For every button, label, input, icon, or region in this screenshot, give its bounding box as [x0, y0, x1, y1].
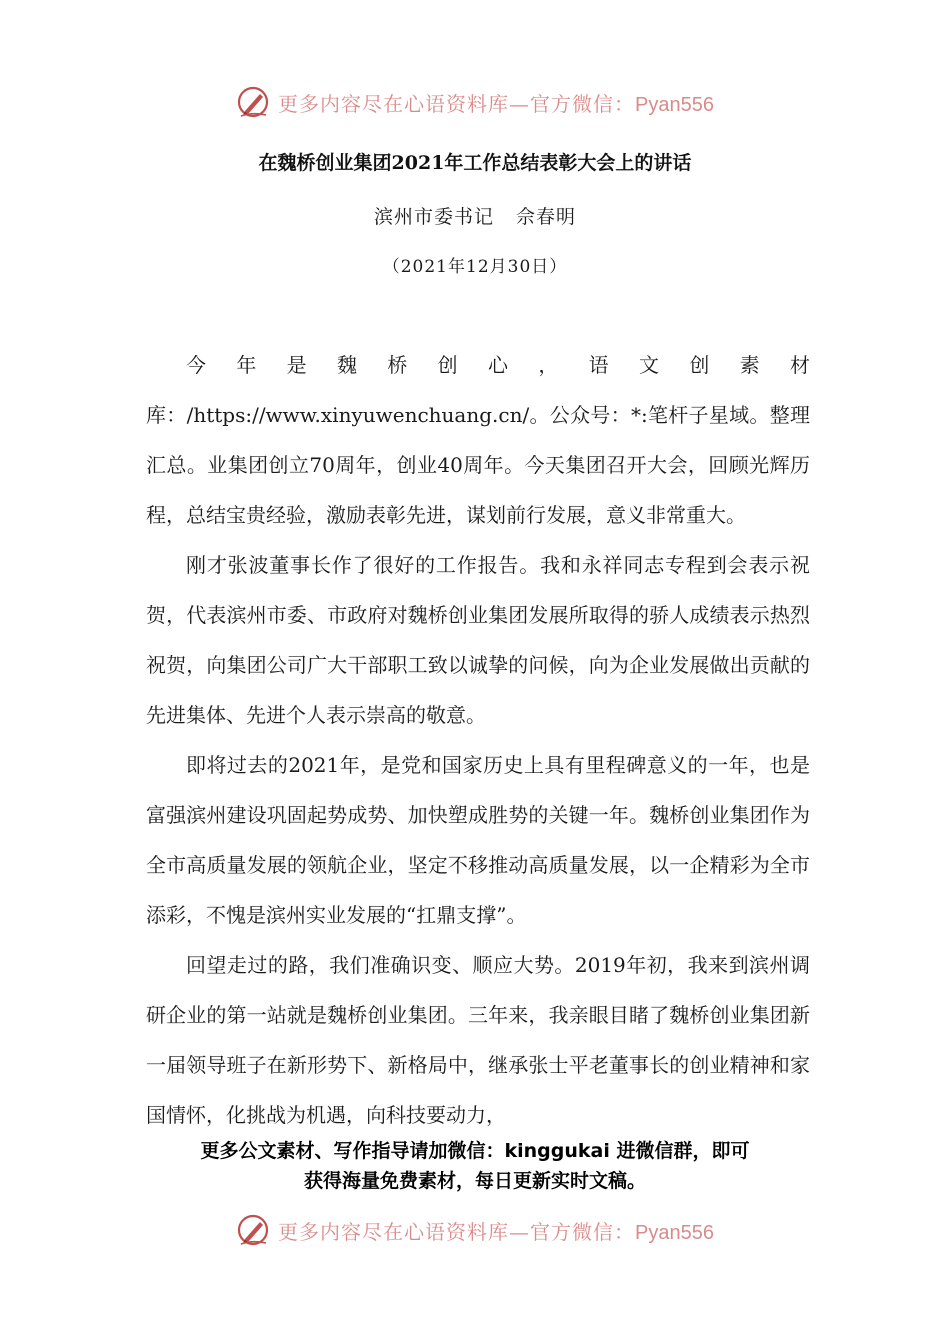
promo-line-2: 获得海量免费素材，每日更新实时文稿。: [303, 1170, 646, 1192]
author-role: 滨州市委书记: [373, 206, 494, 228]
watermark-wechat-id: Pyan556: [635, 1221, 714, 1244]
speech-date: （2021年12月30日）: [382, 257, 568, 277]
document-title: 在魏桥创业集团2021年工作总结表彰大会上的讲话: [258, 152, 692, 174]
watermark-text: 更多内容尽在心语资料库—官方微信：Pyan556: [278, 91, 714, 116]
speech-body: [146, 340, 810, 1140]
watermark-wechat-id: Pyan556: [635, 93, 714, 116]
pen-logo-icon: [236, 1213, 270, 1247]
paragraph: 刚才张波董事长作了很好的工作报告。我和永祥同志专程到会表示祝贺，代表滨州市委、市政府对魏桥创业集团发展所取得的骄人成绩表示热烈祝贺，向集团公司广大干部职工致以诚挚的问候，向为企业发展做出贡献的先进集体、先进个人表示崇高的敬意。: [146, 553, 810, 727]
watermark-footer: [0, 1210, 950, 1250]
paragraph: 今年是魏桥创心，语文创素材库：/https://www.xinyuwenchuang.cn/。公众号：*:笔杆子星域。整理汇总。业集团创立70周年，创业40周年。今天集团召开大会，回顾光辉历程，总结宝贵经验，激励表彰先进，谋划前行发展，意义非常重大。: [146, 353, 810, 527]
author-name: 佘春明: [516, 206, 577, 228]
author-line: [0, 202, 950, 229]
pen-logo-icon: [236, 85, 270, 119]
watermark-text: 更多内容尽在心语资料库—官方微信：Pyan556: [278, 1219, 714, 1244]
promo-notice: [0, 1136, 950, 1196]
paragraph: 即将过去的2021年，是党和国家历史上具有里程碑意义的一年，也是富强滨州建设巩固起势成势、加快塑成胜势的关键一年。魏桥创业集团作为全市高质量发展的领航企业，坚定不移推动高质量发展，以一企精彩为全市添彩，不愧是滨州实业发展的“扛鼎支撑”。: [146, 753, 810, 927]
promo-line-1: 更多公文素材、写作指导请加微信：kinggukai 进微信群，即可: [200, 1140, 750, 1162]
watermark-header: [0, 82, 950, 122]
paragraph: 回望走过的路，我们准确识变、顺应大势。2019年初，我来到滨州调研企业的第一站就是魏桥创业集团。三年来，我亲眼目睹了魏桥创业集团新一届领导班子在新形势下、新格局中，继承张士平老董事长的创业精神和家国情怀，化挑战为机遇，向科技要动力，: [146, 953, 810, 1127]
